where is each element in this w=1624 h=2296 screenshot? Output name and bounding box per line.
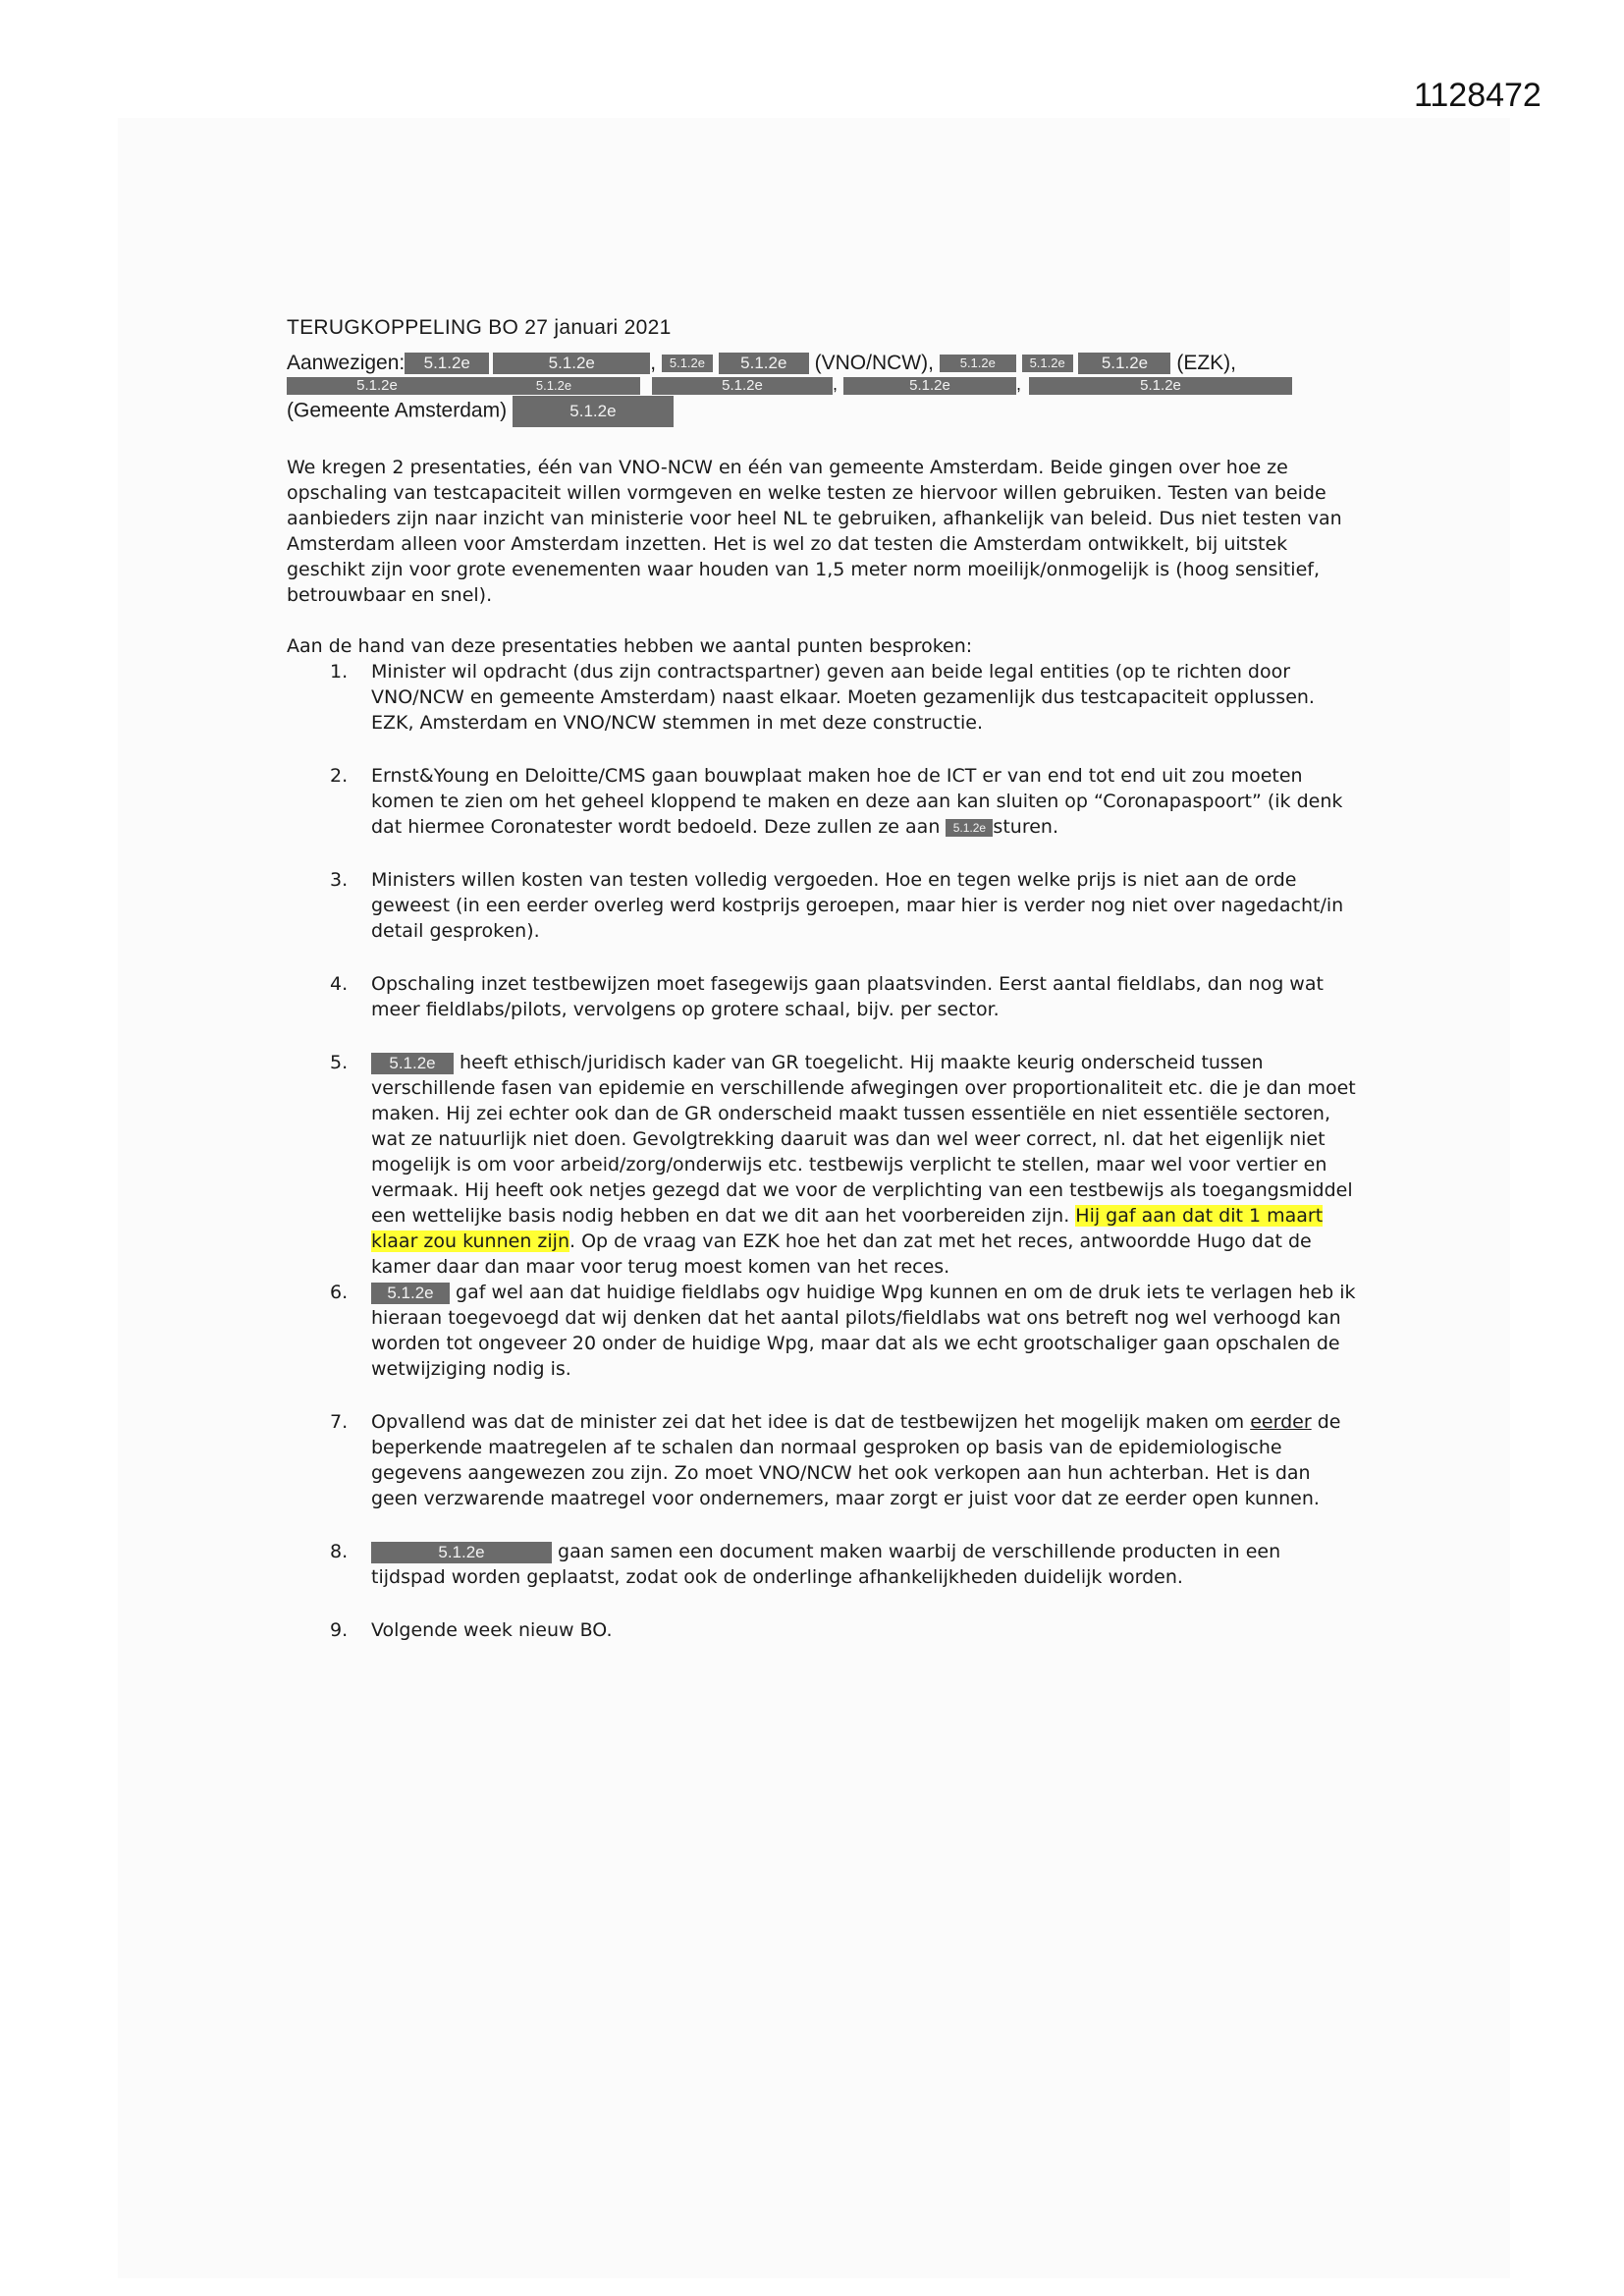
redaction-box: 5.1.2e (719, 353, 809, 374)
redaction-box: 5.1.2e (652, 377, 833, 395)
points-list (287, 659, 1357, 1643)
list-item: 1. Minister wil opdracht (dus zijn contractspartner) geven aan beide legal entities (op te richten door VNO/NCW en gemeente Amsterdam) naast elkaar. Moeten gezamenlijk dus testcapaciteit opplussen. EZK, Amsterdam en VNO/NCW stemmen in met deze constructie. (330, 661, 1315, 735)
list-item: 9. Volgende week nieuw BO. (330, 1619, 613, 1642)
attendees-vno: (VNO/NCW), (814, 352, 934, 374)
redaction-box: 5.1.2e (493, 353, 650, 374)
list-item: 4. Opschaling inzet testbewijzen moet fasegewijs gaan plaatsvinden. Eerst aantal fieldlabs, dan nog wat meer fieldlabs/pilots, vervolgens op grotere schaal, bijv. per sector. (330, 973, 1324, 1021)
list-item: 6. 5.1.2e gaf wel aan dat huidige fieldlabs ogv huidige Wpg kunnen en om de druk iets te verlagen heb ik hieraan toegevoegd dat wij denken dat het aantal pilots/fieldlabs wat ons betreft nog wel verhoogd kan worden tot ongeveer 20 onder de huidige Wpg, maar dat als we echt grootschaliger gaan opschalen de wetwijziging nodig is. (330, 1282, 1356, 1381)
document-body (287, 316, 1357, 1643)
list-item: 3. Ministers willen kosten van testen volledig vergoeden. Hoe en tegen welke prijs is niet aan de orde geweest (in een eerder overleg werd kostprijs geroepen, maar hier is verder nog niet over nagedacht/in detail gesproken). (330, 869, 1344, 943)
redaction-box: 5.1.2e (946, 819, 993, 837)
attendees-line-2 (287, 374, 1357, 394)
redaction-box: 5.1.2e (843, 377, 1016, 395)
redaction-box: 5.1.2e (371, 1283, 450, 1304)
attendees-label: Aanwezigen: (287, 352, 406, 374)
highlighted-sentence: Hij gaf aan dat dit 1 maart klaar zou kunnen zijn (371, 1205, 1324, 1253)
document-title: TERUGKOPPELING BO 27 januari 2021 (287, 316, 672, 339)
attendees-separator: , (833, 374, 839, 395)
redaction-box: 5.1.2e (1029, 377, 1292, 395)
redaction-box: 5.1.2e (405, 353, 489, 374)
redaction-box: 5.1.2e (662, 355, 713, 372)
list-item: 7. Opvallend was dat de minister zei dat het idee is dat de testbewijzen het mogelijk maken om eerder de beperkende maatregelen af te schalen dan normaal gesproken op basis van de epidemiologische gegevens aangewezen zou zijn. Zo moet VNO/NCW het ook verkopen aan hun achterban. Het is dan geen verzwarende maatregel voor ondernemers, maar zorgt er juist voor dat ze eerder open kunnen. (330, 1411, 1341, 1510)
list-item: 8. 5.1.2e gaan samen een document maken waarbij de verschillende producten in een tijdspad worden geplaatst, zodat ook de onderlinge afhankelijkheden duidelijk worden. (330, 1541, 1281, 1589)
document-id: 1128472 (1414, 77, 1542, 114)
points-intro: Aan de hand van deze presentaties hebben we aantal punten besproken: (287, 635, 973, 658)
attendees-gemeente: (Gemeente Amsterdam) (287, 400, 508, 422)
redaction-box: 5.1.2e (1078, 353, 1170, 374)
underlined-word: eerder (1250, 1411, 1312, 1434)
redaction-box: 5.1.2e (467, 377, 640, 395)
attendees-line-3 (287, 396, 1357, 427)
redaction-box: 5.1.2e (371, 1053, 454, 1074)
intro-paragraph: We kregen 2 presentaties, één van VNO-NCW en één van gemeente Amsterdam. Beide gingen over hoe ze opschaling van testcapaciteit willen vormgeven en welke testen ze hiervoor willen gebruiken. Testen van beide aanbieders zijn naar inzicht van ministerie voor heel NL te gebruiken, afhankelijk van beleid. Dus niet testen van Amsterdam alleen voor Amsterdam inzetten. Het is wel zo dat testen die Amsterdam ontwikkelt, bij uitstek geschikt zijn voor grote evenementen waar houden van 1,5 meter norm moeilijk/onmogelijk is (hoog sensitief, betrouwbaar en snel). (287, 457, 1342, 607)
redaction-box: 5.1.2e (1022, 355, 1073, 372)
redaction-box: 5.1.2e (371, 1542, 552, 1563)
attendees-ezk: (EZK), (1176, 352, 1236, 374)
attendees-line-1 (287, 352, 1357, 374)
redaction-box: 5.1.2e (940, 355, 1016, 372)
list-item: 2. Ernst&Young en Deloitte/CMS gaan bouwplaat maken hoe de ICT er van end tot end uit zou moeten komen te zien om het geheel kloppend te maken en deze aan kan sluiten op “Coronapaspoort” (ik denk dat hiermee Coronatester wordt bedoeld. Deze zullen ze aan 5.1.2e sturen. (330, 765, 1343, 839)
attendees-separator: , (1016, 374, 1022, 395)
attendees-separator: , (650, 352, 657, 374)
redaction-box: 5.1.2e (287, 377, 467, 395)
redaction-box: 5.1.2e (513, 396, 674, 427)
list-item: 5. 5.1.2e heeft ethisch/juridisch kader van GR toegelicht. Hij maakte keurig onderscheid tussen verschillende fasen van epidemie en verschillende afwegingen over proportionaliteit etc. die je dan moet maken. Hij zei echter ook dan de GR onderscheid maakt tussen essentiële en niet essentiële sectoren, wat ze natuurlijk niet doen. Gevolgtrekking daaruit was dan wel weer correct, nl. dat het eigenlijk niet mogelijk is om voor arbeid/zorg/onderwijs etc. testbewijs verplicht te stellen, maar wel voor vertier en vermaak. Hij heeft ook netjes gezegd dat we voor de verplichting van een testbewijs als toegangsmiddel een wettelijke basis nodig hebben en dat we dit aan het voorbereiden zijn. Hij gaf aan dat dit 1 maart klaar zou kunnen zijn. Op de vraag van EZK hoe het dan zat met het reces, antwoordde Hugo dat de kamer daar dan maar voor terug moest komen van het reces. (330, 1052, 1356, 1279)
